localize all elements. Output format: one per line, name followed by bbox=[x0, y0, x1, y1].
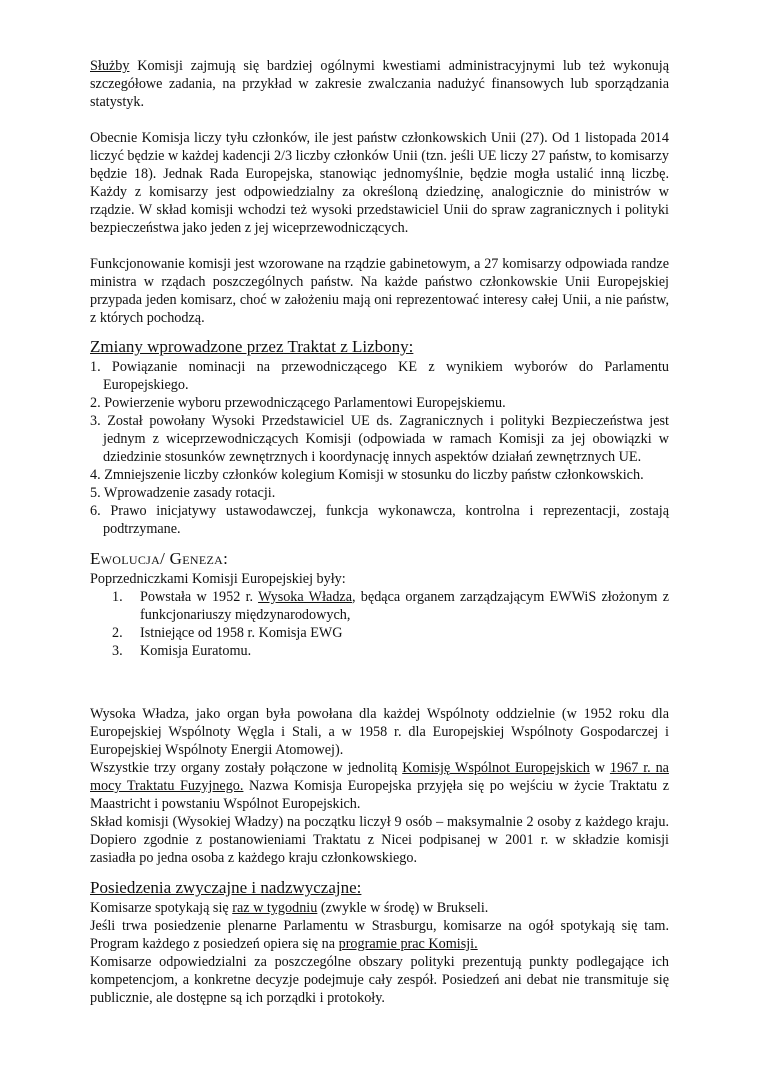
posiedzenia-line1: Komisarze spotykają się raz w tygodniu (zwykle w środę) w Brukseli. bbox=[90, 900, 489, 916]
heading-zmiany: Zmiany wprowadzone przez Traktat z Lizbony: bbox=[90, 337, 414, 356]
list-item: 1. Powiązanie nominacji na przewodniczącego KE z wynikiem wyborów do Parlamentu Europejskiego. bbox=[90, 359, 669, 393]
paragraph-wysoka-wladza: Wysoka Władza, jako organ była powołana dla każdej Wspólnoty oddzielnie (w 1952 roku dla Europejskiej Wspólnoty Węgla i Stali, a w 1958 r. dla Europejskiej Wspólnoty Gospodarczej i Europejskiej Wspólnoty Energii Atomowej). bbox=[90, 706, 669, 758]
paragraph-sklad: Skład komisji (Wysokiej Władzy) na początku liczył 9 osób – maksymalnie 2 osoby z każdego kraju. Dopiero zgodnie z postanowieniami Traktatu z Nicei podpisanej w 2001 r. w składzie komisji zasiadła po jedna osoba z każdego kraju członkowskiego. bbox=[90, 814, 669, 866]
heading-ewolucja: Ewolucja/ Geneza: bbox=[90, 549, 229, 568]
list-item: 5. Wprowadzenie zasady rotacji. bbox=[90, 485, 276, 501]
list-ewolucja bbox=[90, 588, 669, 660]
list-item: 3. Komisja Euratomu. bbox=[112, 643, 252, 659]
posiedzenia-line3: Komisarze odpowiedzialni za poszczególne obszary polityki prezentują punkty podlegające ich kompetencjom, a konkretne decyzje podejmuje cały zespół. Posiedzeń ani debat nie transmituje się publicznie, ale dostępne są ich porządki i protokoły. bbox=[90, 954, 669, 1006]
paragraph-sluzby bbox=[90, 57, 669, 111]
link-program-prac[interactable]: programie prac Komisji. bbox=[338, 936, 478, 952]
list-item: 1. Powstała w 1952 r. Wysoka Władza, będąca organem zarządzającym EWWiS złożonym z funkcjonariuszy międzynarodowych, bbox=[112, 589, 669, 623]
list-item: 6. Prawo inicjatywy ustawodawczej, funkcja wykonawcza, kontrolna i reprezentacji, zostają podtrzymane. bbox=[90, 503, 669, 537]
list-zmiany bbox=[90, 358, 669, 538]
link-komisja-wspolnot[interactable]: Komisję Wspólnot Europejskich bbox=[402, 760, 590, 776]
link-traktat-fuzyjny[interactable]: 1967 r. na mocy Traktatu Fuzyjnego. bbox=[90, 760, 669, 794]
paragraph-obecnie: Obecnie Komisja liczy tyłu członków, ile jest państw członkowskich Unii (27). Od 1 listopada 2014 liczyć będzie w każdej kadencji 2/3 liczby członków Unii (tzn. jeśli UE liczy 27 państw, to komisarzy będzie 18). Jednak Rada Europejska, stanowiąc jednomyślnie, będzie mogła ustalić inną liczbę. Każdy z komisarzy jest odpowiedzialny za określoną dziedzinę, analogicznie do ministrów w rządzie. W skład komisji wchodzi też wysoki przedstawiciel Unii do spraw zagranicznych i polityki bezpieczeństwa jako jeden z jej wiceprzewodniczących. bbox=[90, 130, 670, 236]
link-raz-w-tygodniu[interactable]: raz w tygodniu bbox=[232, 900, 318, 916]
list-item: 3. Został powołany Wysoki Przedstawiciel UE ds. Zagranicznych i polityki Bezpieczeństwa jest jednym z wiceprzewodniczących Komisji (odpowiada w ramach Komisji za jej obowiązki w dziedzinie stosunków zewnętrznych i koordynację innych aspektów działań zewnętrznych UE. bbox=[90, 413, 669, 465]
list-item: 2. Istniejące od 1958 r. Komisja EWG bbox=[112, 625, 343, 641]
heading-posiedzenia: Posiedzenia zwyczajne i nadzwyczajne: bbox=[90, 878, 362, 897]
paragraph-sluzby-text: Komisji zajmują się bardziej ogólnymi kwestiami administracyjnymi lub też wykonują szczegółowe zadania, na przykład w zakresie zwalczania nadużyć finansowych lub sporządzania statystyk. bbox=[90, 58, 669, 110]
paragraph-wszystkie: Wszystkie trzy organy zostały połączone w jednolitą Komisję Wspólnot Europejskich w 1967 r. na mocy Traktatu Fuzyjnego. Nazwa Komisja Europejska przyjęła się po wejściu w życie Traktatu z Maastricht i powstaniu Wspólnot Europejskich. bbox=[90, 760, 669, 812]
paragraph-funkcjonowanie: Funkcjonowanie komisji jest wzorowane na rządzie gabinetowym, a 27 komisarzy odpowiada randze ministra w rządach poszczególnych państw. Na każde państwo członkowskie Unii Europejskiej przypada jeden komisarz, choć w założeniu mają oni reprezentować interesy całej Unii, a nie państw, z których pochodzą. bbox=[90, 256, 669, 326]
ewolucja-intro: Poprzedniczkami Komisji Europejskiej były: bbox=[90, 571, 346, 587]
document-page bbox=[90, 57, 669, 1007]
posiedzenia-line2: Jeśli trwa posiedzenie plenarne Parlamentu w Strasburgu, komisarze na ogół spotykają się tam. Program każdego z posiedzeń opiera się na programie prac Komisji. bbox=[90, 918, 669, 952]
link-wysoka-wladza[interactable]: Wysoka Władza bbox=[258, 589, 353, 605]
list-item: 4. Zmniejszenie liczby członków kolegium Komisji w stosunku do liczby państw członkowskich. bbox=[90, 467, 644, 483]
list-item: 2. Powierzenie wyboru przewodniczącego Parlamentowi Europejskiemu. bbox=[90, 395, 506, 411]
link-sluzby[interactable]: Służby bbox=[90, 58, 130, 74]
